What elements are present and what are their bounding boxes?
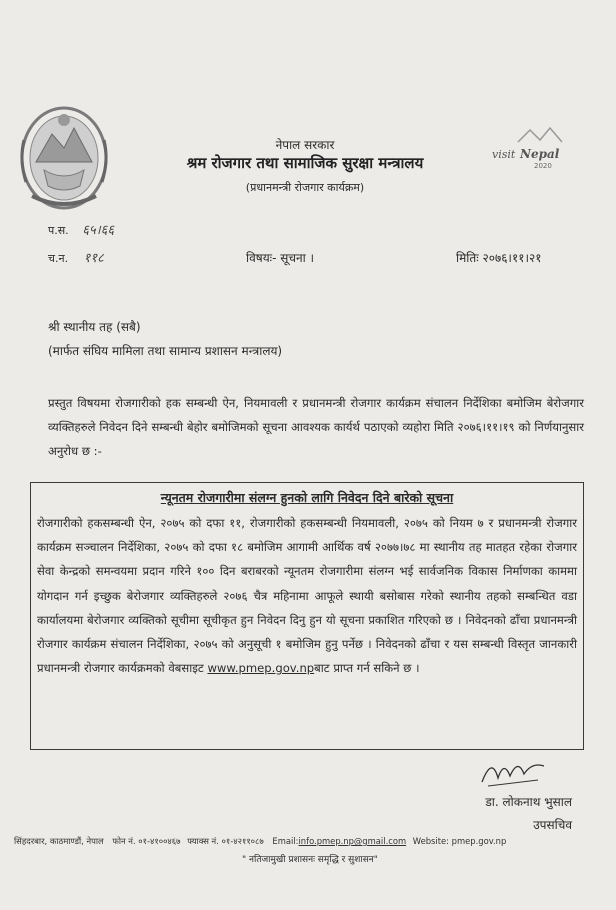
website-link[interactable]: www.pmep.gov.np <box>207 661 315 676</box>
notice-body-tail: बाट प्राप्त गर्न सकिने छ । <box>314 661 420 676</box>
footer-email[interactable]: info.pmep.np@gmail.com <box>298 836 407 846</box>
visit-nepal-logo <box>478 124 574 178</box>
patra-value: ६५।६६ <box>82 223 115 238</box>
nepal-emblem-icon <box>14 100 114 215</box>
subject-line: विषयः- सूचना । <box>246 251 315 265</box>
notice-box <box>30 482 584 750</box>
visit-logo-year: 2020 <box>534 162 552 170</box>
mountain-logo-icon <box>478 124 574 178</box>
patra-sankhya-row <box>48 220 114 238</box>
footer-email-label: Email: <box>272 836 299 846</box>
ministry-name: श्रम रोजगार तथा सामाजिक सुरक्षा मन्त्रालय <box>186 154 424 172</box>
chalani-label: च.न. <box>48 252 69 265</box>
signature-icon <box>478 752 548 792</box>
chalani-row <box>48 248 104 266</box>
signer-title: उपसचिव <box>533 818 572 832</box>
program-name: (प्रधानमन्त्री रोजगार कार्यक्रम) <box>245 181 365 194</box>
notice-body <box>37 511 577 680</box>
visit-logo-word1: visit <box>492 148 516 161</box>
recipient-line1: श्री स्थानीय तह (सबै) <box>48 320 141 334</box>
government-name: नेपाल सरकार <box>275 138 335 152</box>
footer-phone: फोन नं. ०१-४१००४६७ <box>112 836 181 846</box>
footer-website[interactable]: Website: pmep.gov.np <box>412 836 507 846</box>
visit-logo-word2: Nepal <box>520 147 560 161</box>
signer-name: डा. लोकनाथ भुसाल <box>485 795 572 809</box>
footer-address: सिंहदरबार, काठमाण्डौं, नेपाल <box>14 836 104 846</box>
intro-paragraph: प्रस्तुत विषयमा रोजगारीको हक सम्बन्धी ऐन, नियमावली र प्रधानमन्त्री रोजगार कार्यक्रम संचालन निर्देशिका बमोजिम बेरोजगार व्यक्तिहरुले निवेदन दिने सम्बन्धी बेहाेर बमोजिमको सूचना आवश्यक कार्यर्थ पठाएको व्यहोरा मिति २०७६।११।१९ को निर्णयानुसार अनुरोध छ :- <box>48 396 584 458</box>
recipient-line2: (मार्फत संघिय मामिला तथा सामान्य प्रशासन मन्त्रालय) <box>48 344 283 358</box>
footer-contact <box>14 836 604 847</box>
date-line: मितिः २०७६।११।२१ <box>456 251 542 265</box>
chalani-value: ११८ <box>83 251 104 266</box>
notice-body-text: रोजगारीको हकसम्बन्धी ऐन, २०७५ को दफा ११, रोजगारीको हकसम्बन्धी नियमावली, २०७५ को नियम ७ र प्रधानमन्त्री रोजगार कार्यक्रम सञ्चालन निर्देशिका, २०७५ को दफा १८ बमोजिम आगामी आर्थिक वर्ष २०७७।७८ मा स्थानीय तह मातहत रहेका रोजगार सेवा केन्द्रको समन्वयमा प्रदान गरिने १०० दिन बराबरको न्यूनतम रोजगारीमा संलग्न भई सार्वजनिक विकास निर्माणका काममा योगदान गर्न इच्छुक बेरोजगार व्यक्तिहरुले २०७६ चैत्र महिनामा आफूले स्थायी बसोबास गरेको स्थानीय तहको सम्बन्धित वडा कार्यालयमा बेरोजगार व्यक्तिको सूचीमा सूचीकृत हुन निवेदन दिनु हुन यो सूचना प्रकाशित गरिएको छ । निवेदनको ढाँचा प्रधानमन्त्री रोजगार कार्यक्रम संचालन निर्देशिका, २०७५ को अनुसूची १ बमोजिम हुनु पर्नेछ । निवेदनको ढाँचा र यस सम्बन्धी विस्तृत जानकारी प्रधानमन्त्री रोजगार कार्यक्रमको वेबसाइट <box>37 516 577 676</box>
footer-fax: फ्याक्स नं. ०१-४२११०८७ <box>187 836 264 846</box>
footer-motto: " नतिजामुखी प्रशासनः समृद्धि र सुशासन" <box>242 855 378 865</box>
patra-label: प.स. <box>48 224 69 237</box>
notice-title: न्यूनतम रोजगारीमा संलग्न हुनको लागि निवेदन दिने बारेको सूचना <box>160 490 454 505</box>
